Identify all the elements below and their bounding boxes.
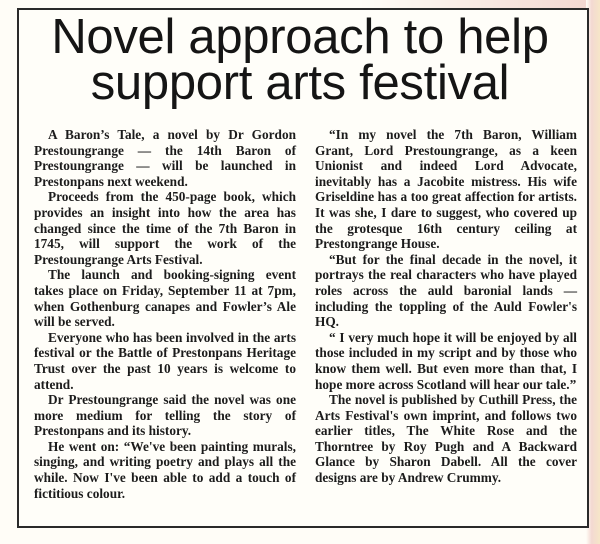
article-column-right <box>315 127 577 486</box>
paragraph: Proceeds from the 450-page book, which provides an insight into how the area has changed since the time of the 7th Baron in 1745, will support the work of the Prestoungrange Arts Festival. <box>34 189 296 267</box>
paragraph: He went on: “We've been painting murals, singing, and writing poetry and plays all the while. Now I've been able to add a touch of fictitious colour. <box>34 438 296 501</box>
paragraph: Everyone who has been involved in the arts festival or the Battle of Prestonpans Heritage Trust over the past 10 years is welcome to attend. <box>34 329 296 392</box>
paragraph: A Baron’s Tale, a novel by Dr Gordon Prestoungrange — the 14th Baron of Prestoungrange — will be launched in Prestonpans next weekend. <box>34 127 296 189</box>
headline-line-1: Novel approach to help <box>51 10 549 64</box>
adjacent-page-bleed-top <box>360 0 600 8</box>
paragraph: The novel is published by Cuthill Press, the Arts Festival's own imprint, and follows two earlier titles, The White Rose and the Thorntree by Roy Pugh and A Backward Glance by Sharon Dabell. All the cover designs are by Andrew Crummy. <box>315 392 577 486</box>
paragraph: The launch and booking-signing event takes place on Friday, September 11 at 7pm, when Gothenburg canapes and Fowler’s Ale will be served. <box>34 267 296 330</box>
paragraph: Dr Prestoungrange said the novel was one more medium for telling the story of Prestonpans and its history. <box>34 392 296 439</box>
paragraph: “ I very much hope it will be enjoyed by all those included in my script and by those who know them well. But even more than that, I hope more across Scotland will hear our tale.” <box>315 329 577 392</box>
headline-line-2: support arts festival <box>90 56 510 110</box>
article-column-left <box>34 127 296 501</box>
paragraph: “But for the final decade in the novel, it portrays the real characters who have played roles across the auld baronial lands — including the toppling of the Auld Fowler's HQ. <box>315 251 577 330</box>
headline <box>24 10 576 110</box>
paragraph: “In my novel the 7th Baron, William Grant, Lord Prestoungrange, as a keen Unionist and indeed Lord Advocate, inevitably has a Jacobite mistress. His wife Griseldine has a too great affection for artists. It was she, I dare to suggest, who covered up the grotesque 16th century ceiling at Prestongrange House. <box>315 127 577 252</box>
